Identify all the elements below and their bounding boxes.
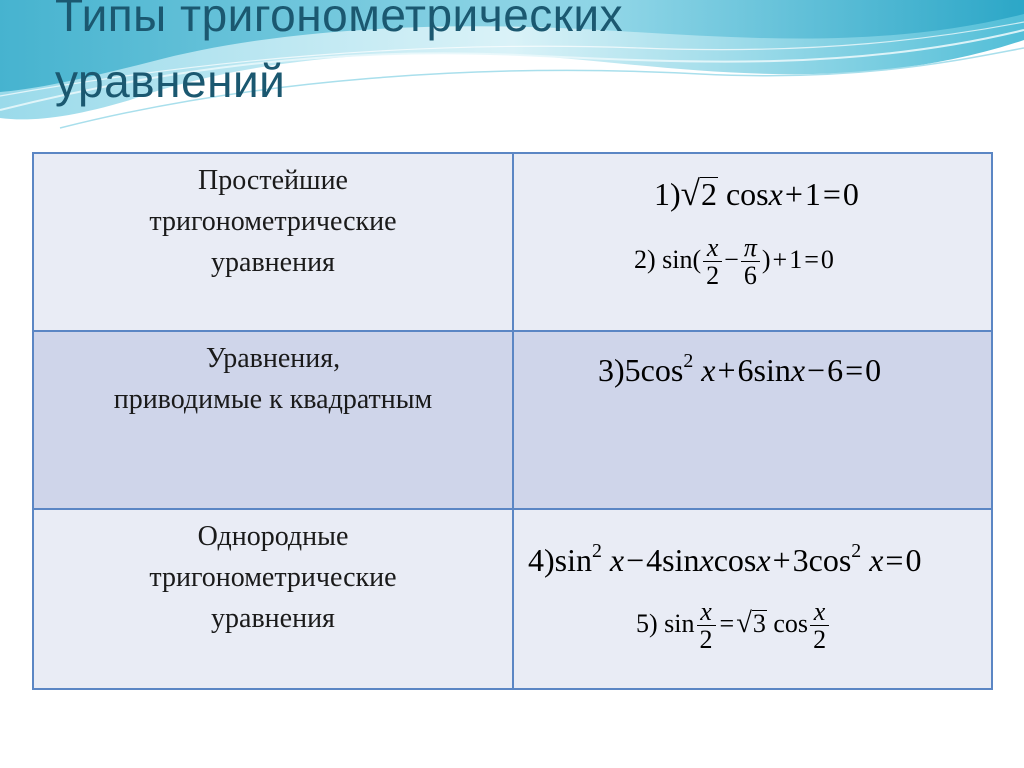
sqrt-2: √2: [680, 174, 717, 213]
row-label-simplest: [33, 153, 513, 331]
row-label-quadratic: [33, 331, 513, 509]
equation-number: 5): [636, 608, 658, 638]
equation-1: 1)√2 cosx+1=0: [654, 174, 859, 213]
equation-number: 4): [528, 541, 555, 578]
label-line: Уравнения,: [205, 343, 341, 374]
equation-types-table: [32, 152, 993, 690]
label-line: тригонометрические: [149, 562, 397, 593]
fraction-x-over-2: $\frac{x}{2}$: [703, 234, 722, 290]
label-line: Простейшие: [198, 165, 348, 196]
slide-title-line-1: Типы тригонометрических: [55, 0, 624, 41]
slide-title-line-2: уравнений: [55, 55, 286, 107]
equation-number: 2): [634, 244, 656, 274]
table-row: [33, 331, 992, 509]
equation-5: 5) sin $\frac{x}{2}$ =√3 cos $\frac{x}{2}$: [636, 598, 831, 654]
equation-2: 2) sin( $\frac{x}{2}$ − $\frac{\pi}{6}$ )+1=0: [634, 233, 834, 291]
equation-number: 1): [654, 176, 681, 212]
label-line: тригонометрические: [149, 206, 397, 237]
fraction-x-over-2: $\frac{x}{2}$: [697, 598, 716, 654]
row-equations-homogeneous: [513, 509, 992, 689]
table-row: [33, 509, 992, 689]
row-label-homogeneous: [33, 509, 513, 689]
label-line: приводимые к квадратным: [113, 384, 433, 415]
table-row: [33, 153, 992, 331]
equation-number: 3): [598, 351, 625, 388]
equation-3: $3)5\cos^2$ x+6sinx−6=0: [598, 350, 882, 388]
fraction-x-over-2: $\frac{x}{2}$: [810, 598, 829, 654]
row-equations-quadratic: [513, 331, 992, 509]
equation-4: $4)\sin^2$ $x-4sinxcosx+3\cos^2$ x=0: [528, 540, 922, 578]
label-line: Однородные: [197, 521, 349, 552]
label-line: уравнения: [211, 603, 335, 634]
label-line: уравнения: [211, 247, 335, 278]
slide-title: [55, 0, 623, 114]
fraction-pi-over-6: $\frac{\pi}{6}$: [741, 234, 760, 290]
sqrt-3: √3: [736, 607, 766, 639]
row-equations-simplest: [513, 153, 992, 331]
